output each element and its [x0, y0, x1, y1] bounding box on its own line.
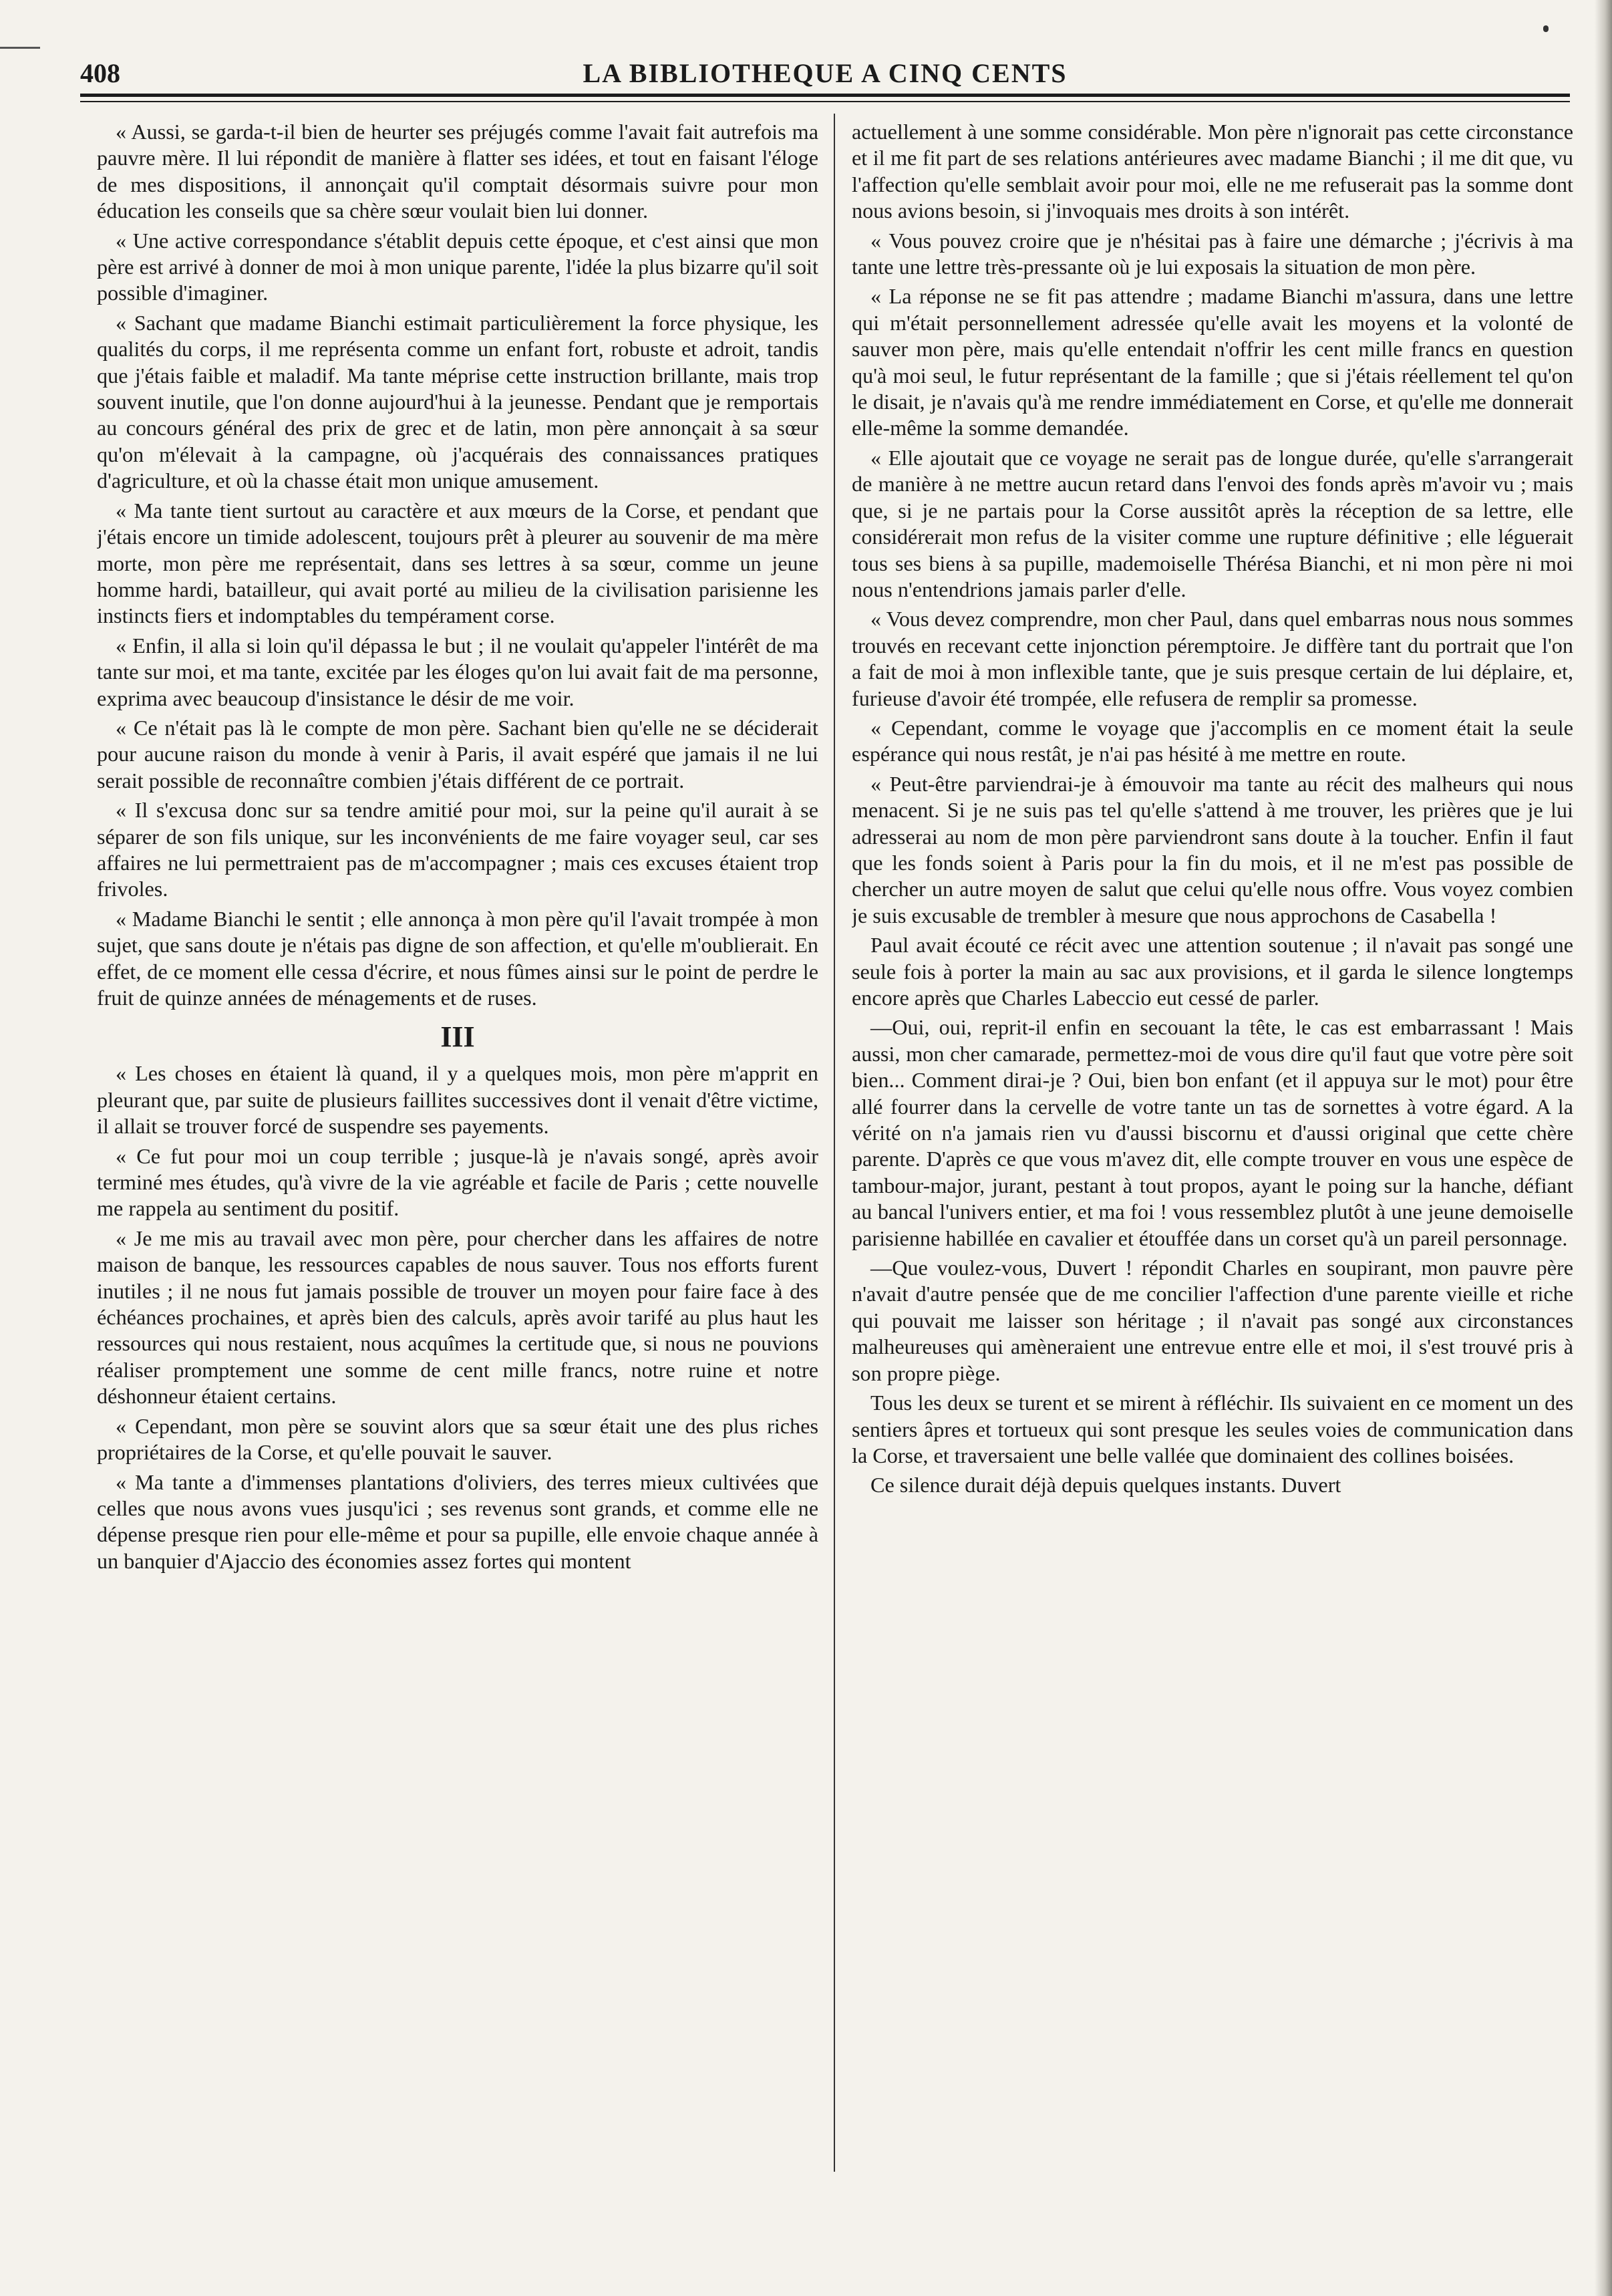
section-heading: III: [440, 1020, 475, 1054]
paragraph: « Les choses en étaient là quand, il y a quelques mois, mon père m'apprit en pleurant que, par suite de plusieurs faillites successives dont il venait d'être victime, il allait se trouver forcé de suspendre ses payements.: [97, 1061, 818, 1139]
page-number: 408: [80, 58, 120, 88]
paragraph: « Je me mis au travail avec mon père, pour chercher dans les affaires de notre maison de banque, les ressources capables de nous sauver. Tous nos efforts furent inutiles ; il ne nous fut jamais possible de trouver un moyen pour faire face à des échéances prochaines, et après bien des calculs, après avoir tarifé au plus haut les ressources qui nous restaient, nous acquîmes la certitude que, si nous ne pouvions réaliser promptement une somme de cent mille francs, notre ruine et notre déshonneur étaient certains.: [97, 1226, 818, 1409]
paragraph-continuation: actuellement à une somme considérable. Mon père n'ignorait pas cette circonstance et il me fit part de ses relations antérieures avec madame Bianchi ; il me dit que, vu l'affection qu'elle semblait avoir pour moi, elle ne me refuserait pas la somme dont nous avions besoin, si j'invoquais mes droits à son intérêt.: [852, 120, 1573, 223]
paragraph: « Aussi, se garda-t-il bien de heurter ses préjugés comme l'avait fait autrefois ma pauvre mère. Il lui répondit de manière à flatter ses idées, et tout en faisant l'éloge de mes dispositions, il annonçait qu'il comptait désormais suivre pour mon éducation les conseils que sa chère sœur voulait bien lui donner.: [97, 120, 818, 223]
ink-dot: [1543, 25, 1549, 32]
paragraph: « Cependant, mon père se souvint alors que sa sœur était une des plus riches propriétaires de la Corse, et qu'elle pouvait le sauver.: [97, 1413, 818, 1465]
paragraph: Paul avait écouté ce récit avec une attention soutenue ; il n'avait pas songé une seule fois à porter la main au sac aux provisions, et il garda le silence longtemps encore après que Charles Labeccio eut cessé de parler.: [852, 933, 1573, 1010]
paragraph: Ce silence durait déjà depuis quelques instants. Duvert: [870, 1473, 1341, 1497]
paragraph: « Vous pouvez croire que je n'hésitai pas à faire une démarche ; j'écrivis à ma tante une lettre très-pressante où je lui exposais la situation de mon père.: [852, 228, 1573, 279]
column-divider: [834, 114, 835, 2172]
paragraph: « Une active correspondance s'établit depuis cette époque, et c'est ainsi que mon père est arrivé à donner de moi à mon unique parente, l'idée la plus bizarre qu'il soit possible d'imaginer.: [97, 228, 818, 305]
right-column: [852, 119, 1573, 2217]
page-binding-shadow: [1595, 0, 1612, 2296]
paragraph: Tous les deux se turent et se mirent à réfléchir. Ils suivaient en ce moment un des sentiers âpres et tortueux qui sont presque les seules voies de communication dans la Corse, et traversaient une belle vallée que dominaient des collines boisées.: [852, 1391, 1573, 1467]
paragraph: —Oui, oui, reprit-il enfin en secouant la tête, le cas est embarrassant ! Mais aussi, mon cher camarade, permettez-moi de vous dire qu'il faut que votre père soit bien... Comment dirai-je ? Oui, bien bon enfant (et il appuya sur le mot) pour être allé fourrer dans la cervelle de votre tante un tas de sornettes à votre égard. A la vérité on n'a jamais rien vu d'aussi biscornu et d'aussi original que cette chère parente. D'après ce que vous m'avez dit, elle compte trouver en vous une espèce de tambour-major, jurant, pestant à tout propos, ayant le poing sur la hanche, défiant au bancal l'univers entier, et ma foi ! vous ressemblez plutôt à une jeune demoiselle parisienne habillée en cavalier et étouffée dans un corset qu'à un pareil personnage.: [852, 1015, 1573, 1250]
paragraph: « La réponse ne se fit pas attendre ; madame Bianchi m'assura, dans une lettre qui m'était personnellement adressée qu'elle avait les moyens et la volonté de sauver mon père, mais qu'elle entendait n'offrir les cent mille francs en question qu'à moi seul, le futur représentant de la famille ; que si j'étais réellement tel qu'on le disait, je n'avais qu'à me rendre immédiatement en Corse, et qu'elle me donnerait elle-même la somme demandée.: [852, 284, 1573, 440]
paragraph: « Elle ajoutait que ce voyage ne serait pas de longue durée, qu'elle s'arrangerait de manière à ne mettre aucun retard dans l'envoi des fonds après m'avoir vu ; mais que, si je ne partais pour la Corse aussitôt après la réception de sa lettre, elle considérerait mon refus de la visiter comme une rupture définitive ; elle léguerait tous ses biens à sa pupille, mademoiselle Thérésa Bianchi, et ni mon père ni moi nous n'entendrions jamais parler d'elle.: [852, 445, 1573, 601]
paragraph: « Vous devez comprendre, mon cher Paul, dans quel embarras nous nous sommes trouvés en recevant cette injonction péremptoire. Je diffère tant du portrait que l'on a fait de moi à mon inflexible tante, que je suis presque certain de lui déplaire, et, furieuse d'avoir été trompée, elle refusera de remplir sa promesse.: [852, 607, 1573, 710]
paragraph: —Que voulez-vous, Duvert ! répondit Charles en soupirant, mon pauvre père n'avait d'autre pensée que de me concilier l'affection d'une parente vieille et riche qui pouvait me laisser son héritage ; il n'avait pas songé aux circonstances malheureuses qui amèneraient une entrevue entre elle et moi, il s'est trouvé pris à son propre piège.: [852, 1256, 1573, 1385]
margin-mark: [0, 47, 40, 49]
paragraph: « Ce fut pour moi un coup terrible ; jusque-là je n'avais songé, après avoir terminé mes études, qu'à vivre de la vie agréable et facile de Paris ; cette nouvelle me rappela au sentiment du positif.: [97, 1143, 818, 1221]
paragraph: « Ce n'était pas là le compte de mon père. Sachant bien qu'elle ne se déciderait pour aucune raison du monde à venir à Paris, il avait espéré que jamais il ne lui serait possible de reconnaître combien j'étais différent de ce portrait.: [97, 715, 818, 793]
paragraph: « Madame Bianchi le sentit ; elle annonça à mon père qu'il l'avait trompée à mon sujet, que sans doute je n'étais pas digne de son affection, et qu'elle m'oublierait. En effet, de ce moment elle cessa d'écrire, et nous fûmes ainsi sur le point de perdre le fruit de quinze années de ménagements et de ruses.: [97, 906, 818, 1010]
header-rule-thin: [80, 101, 1570, 102]
left-column: [97, 119, 818, 2217]
paragraph: « Cependant, comme le voyage que j'accomplis en ce moment était la seule espérance qui nous restât, je n'ai pas hésité à me mettre en route.: [852, 715, 1573, 766]
paragraph: « Peut-être parviendrai-je à émouvoir ma tante au récit des malheurs qui nous menacent. Si je ne suis pas tel qu'elle s'attend à me trouver, les prières que je lui adresserai au nom de mon père parviendront sans doute à la toucher. Enfin il faut que les fonds soient à Paris pour la fin du mois, et il ne m'est pas possible de chercher un autre moyen de salut que celui qu'elle nous offre. Vous voyez combien je suis excusable de trembler à mesure que nous approchons de Casabella !: [852, 771, 1573, 927]
header-rule-thick: [80, 94, 1570, 97]
paragraph: « Ma tante a d'immenses plantations d'oliviers, des terres mieux cultivées que celles que nous avons vues jusqu'ici ; ses revenus sont grands, et comme elle ne dépense presque rien pour elle-même et pour sa pupille, elle envoie chaque année à un banquier d'Ajaccio des économies assez fortes qui montent: [97, 1469, 818, 1573]
running-title: LA BIBLIOTHEQUE A CINQ CENTS: [583, 58, 1068, 88]
paragraph: « Il s'excusa donc sur sa tendre amitié pour moi, sur la peine qu'il aurait à se séparer de son fils unique, sur les inconvénients de me faire voyager seul, car ses affaires ne lui permettraient pas de m'accompagner ; mais ces excuses étaient trop frivoles.: [97, 798, 818, 901]
page-header: [80, 52, 1570, 99]
paragraph: « Ma tante tient surtout au caractère et aux mœurs de la Corse, et pendant que j'étais encore un timide adolescent, toujours prêt à pleurer au souvenir de ma mère morte, mon père me représentait, dans ses lettres à sa sœur, comme un jeune homme hardi, batailleur, qui avait porté au milieu de la civilisation parisienne les instincts fiers et indomptables du tempérament corse.: [97, 498, 818, 628]
paragraph: « Sachant que madame Bianchi estimait particulièrement la force physique, les qualités du corps, il me représenta comme un enfant fort, robuste et adroit, tandis que j'étais faible et maladif. Ma tante méprise cette instruction brillante, mais trop souvent inutile, que l'on donne aujourd'hui à la jeunesse. Pendant que je remportais au concours général des prix de grec et de latin, mon père annonçait à sa sœur qu'on m'élevait à la campagne, où j'acquérais des connaissances pratiques d'agriculture, et où la chasse était mon unique amusement.: [97, 310, 818, 493]
paragraph: « Enfin, il alla si loin qu'il dépassa le but ; il ne voulait qu'appeler l'intérêt de ma tante sur moi, et ma tante, excitée par les éloges qu'on lui avait fait de ma personne, exprima avec beaucoup d'insistance le désir de me voir.: [97, 633, 818, 710]
